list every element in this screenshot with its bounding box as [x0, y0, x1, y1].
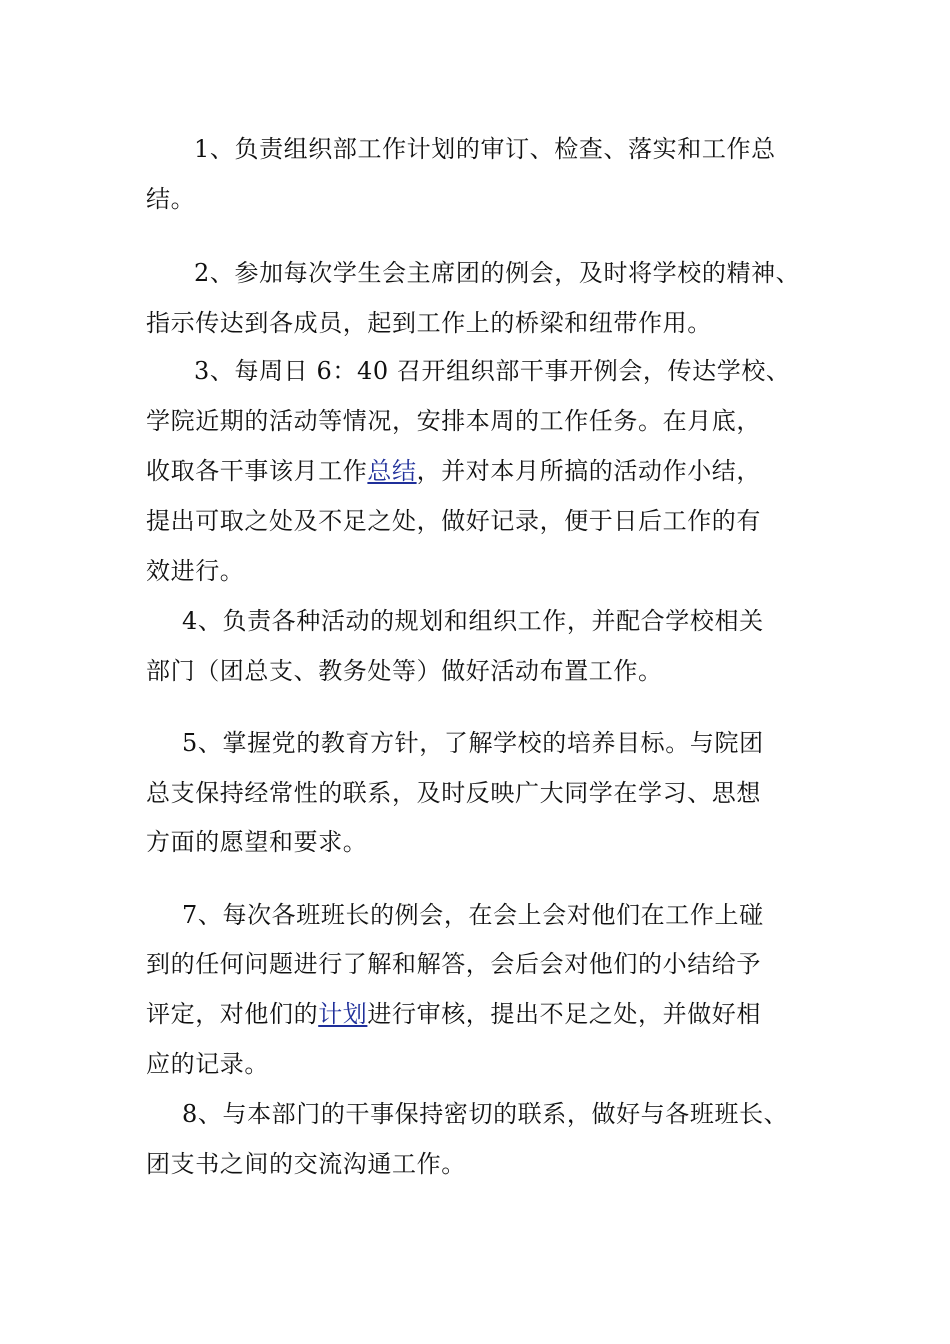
item-2-line-2: 指示传达到各成员，起到工作上的桥梁和纽带作用。 [146, 309, 712, 337]
item-8-line-2: 团支书之间的交流沟通工作。 [146, 1150, 466, 1178]
item-3-line-4: 提出可取之处及不足之处，做好记录，便于日后工作的有 [146, 507, 761, 535]
item-3-line-3-text-after: ，并对本月所搞的活动作小结， [416, 457, 762, 485]
item-2-line-1: 2、参加每次学生会主席团的例会，及时将学校的精神、 [194, 259, 801, 287]
item-1-line-1: 1、负责组织部工作计划的审订、检查、落实和工作总 [194, 135, 776, 163]
item-8-line-1: 8、与本部门的干事保持密切的联系，做好与各班班长、 [182, 1100, 789, 1128]
item-3-line-3 [146, 456, 761, 486]
item-7-line-3 [146, 999, 761, 1029]
item-3-line-1: 3、每周日 6：40 召开组织部干事开例会，传达学校、 [194, 357, 791, 385]
item-5-line-3: 方面的愿望和要求。 [146, 828, 368, 856]
item-7-line-1: 7、每次各班班长的例会，在会上会对他们在工作上碰 [182, 901, 764, 929]
item-4-line-2: 部门（团总支、教务处等）做好活动布置工作。 [146, 657, 663, 685]
item-1-line-2: 结。 [146, 185, 196, 213]
item-5-line-2: 总支保持经常性的联系，及时反映广大同学在学习、思想 [146, 779, 761, 807]
item-3-line-5: 效进行。 [146, 557, 245, 585]
item-4-line-1: 4、负责各种活动的规划和组织工作，并配合学校相关 [182, 607, 764, 635]
item-7-line-2: 到的任何问题进行了解和解答，会后会对他们的小结给予 [146, 950, 761, 978]
item-3-line-2: 学院近期的活动等情况，安排本周的工作任务。在月底， [146, 407, 761, 435]
summary-link[interactable]: 总结 [367, 457, 417, 485]
plan-link[interactable]: 计划 [318, 1000, 368, 1028]
item-7-line-3-text-before: 评定，对他们的 [146, 1000, 319, 1028]
item-5-line-1: 5、掌握党的教育方针，了解学校的培养目标。与院团 [182, 729, 764, 757]
item-3-line-3-text-before: 收取各干事该月工作 [146, 457, 368, 485]
item-7-line-4: 应的记录。 [146, 1050, 269, 1078]
item-7-line-3-text-after: 进行审核，提出不足之处，并做好相 [367, 1000, 762, 1028]
